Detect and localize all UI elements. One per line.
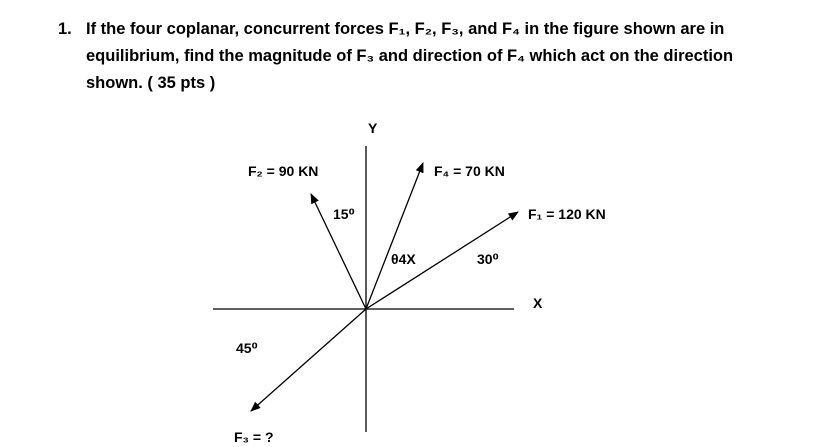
f3-vector — [251, 309, 366, 411]
problem-number: 1. — [58, 20, 72, 38]
angle-f4-label: θ4X — [391, 251, 416, 267]
angle-f1-label: 30⁰ — [477, 251, 499, 267]
f4-label: F₄ = 70 KN — [434, 163, 505, 179]
angle-f3-label: 45⁰ — [236, 340, 258, 356]
f2-label: F₂ = 90 KN — [248, 163, 319, 179]
problem-line-3: shown. ( 35 pts ) — [86, 74, 216, 92]
f3-label: F₃ = ? — [234, 429, 274, 445]
angle-f2-label: 15⁰ — [333, 206, 355, 222]
problem-line-1: If the four coplanar, concurrent forces F₁, F₂, F₃, and F₄ in the figure shown are in — [86, 20, 725, 38]
f4-vector — [366, 163, 423, 309]
problem-line-2: equilibrium, find the magnitude of F₃ and direction of F₄ which act on the direction — [86, 47, 734, 65]
f1-label: F₁ = 120 KN — [528, 206, 606, 222]
axis-y-label: Y — [368, 120, 378, 136]
axis-x-label: X — [533, 295, 543, 311]
